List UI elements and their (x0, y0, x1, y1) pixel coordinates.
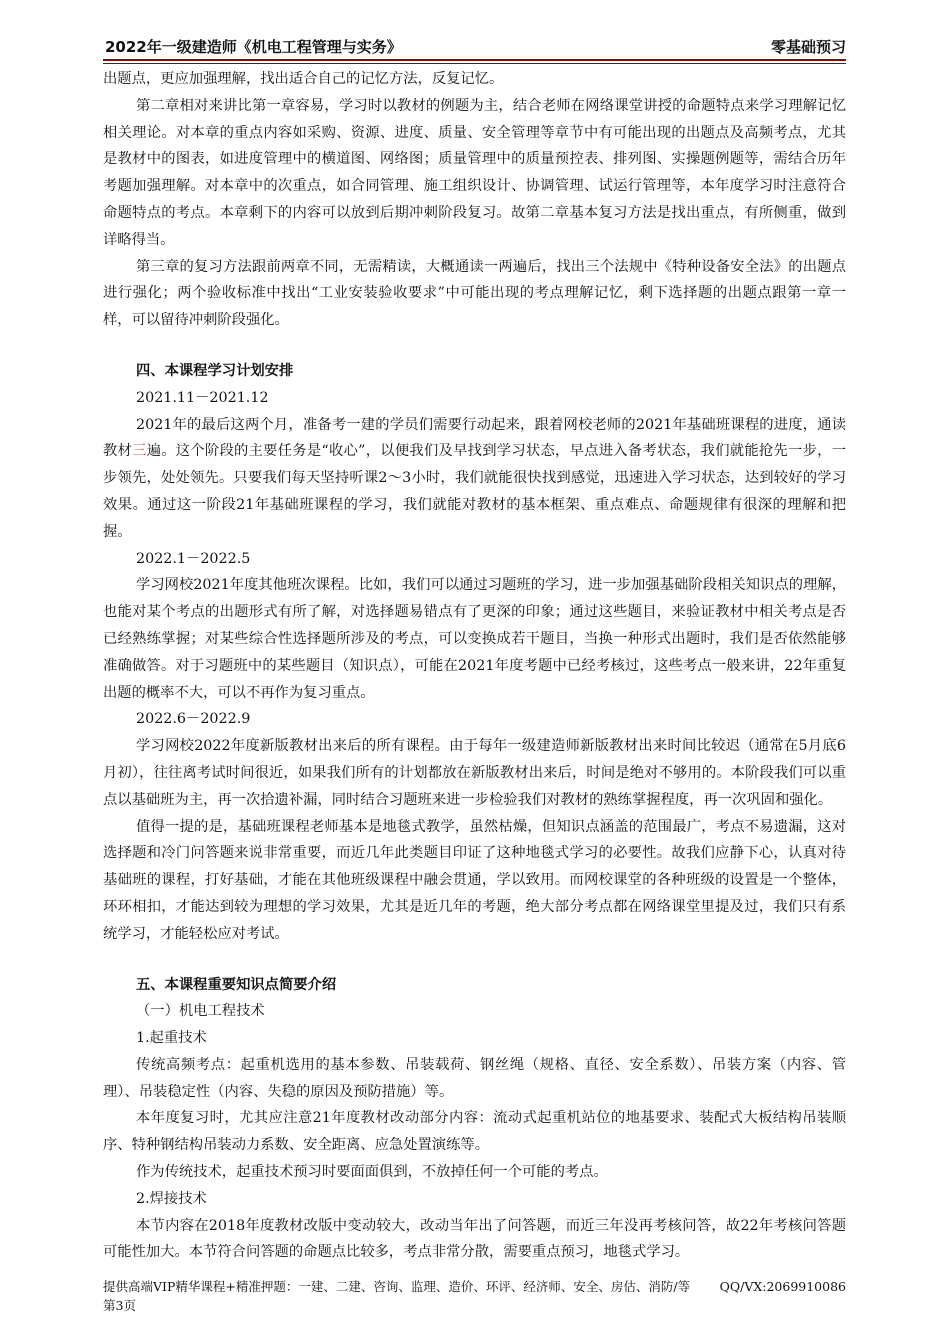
date-range: 2022.6－2022.9 (136, 711, 251, 728)
paragraph: 作为传统技术，起重技术预习时要面面俱到，不放掉任何一个可能的考点。 (136, 1164, 608, 1181)
document-body (103, 66, 846, 1266)
highlight-text: 三 (132, 443, 147, 460)
paragraph (103, 412, 846, 546)
date-range: 2022.1－2022.5 (136, 550, 251, 567)
item-heading: 2.焊接技术 (136, 1190, 207, 1207)
spacer (103, 948, 846, 972)
header-title: 2022年一级建造师《机电工程管理与实务》 (105, 38, 402, 56)
section-heading: 四、本课程学习计划安排 (136, 362, 294, 379)
item-heading: 1.起重技术 (136, 1030, 207, 1047)
paragraph: 本年度复习时，尤其应注意21年度教材改动部分内容：流动式起重机站位的地基要求、装配式大板结构吊装顺序、特种钢结构吊装动力系数、安全距离、应急处置演练等。 (103, 1110, 846, 1154)
paragraph: 第三章的复习方法跟前两章不同，无需精读，大概通读一两遍后，找出三个法规中《特种设备安全法》的出题点进行强化；两个验收标准中找出“工业安装验收要求”中可能出现的考点理解记忆，剩下选择题的出题点跟第一章一样，可以留待冲刺阶段强化。 (103, 258, 846, 329)
paragraph: 学习网校2021年度其他班次课程。比如，我们可以通过习题班的学习，进一步加强基础阶段相关知识点的理解，也能对某个考点的出题形式有所了解，对选择题易错点有了更深的印象；通过这些题目，来验证教材中相关考点是否已经熟练掌握；对某些综合性选择题所涉及的考点，可以变换成若干题目，当换一种形式出题时，我们是否依然能够准确做答。对于习题班中的某些题目（知识点），可能在2021年度考题中已经考核过，这些考点一般来讲，22年重复出题的概率不大，可以不再作为复习重点。 (103, 577, 846, 701)
text-run: 遍。这个阶段的主要任务是“收心”，以便我们及早找到学习状态，早点进入备考状态，我们就能抢先一步，一步领先，处处领先。只要我们每天坚持听课2～3小时，我们就能很快找到感觉，迅速进入学习状态，达到较好的学习效果。通过这一阶段21年基础班课程的学习，我们就能对教材的基本框架、重点难点、命题规律有很深的理解和把握。 (103, 443, 846, 540)
page-footer (103, 1277, 846, 1315)
section-heading: 五、本课程重要知识点简要介绍 (136, 976, 337, 993)
paragraph: 值得一提的是，基础班课程老师基本是地毯式教学，虽然枯燥，但知识点涵盖的范围最广，考点不易遗漏，这对选择题和冷门问答题来说非常重要，而近几年此类题目印证了这种地毯式学习的必要性。故我们应静下心，认真对待基础班的课程，打好基础，才能在其他班级课程中融会贯通，学以致用。而网校课堂的各种班级的设置是一个整体，环环相扣，才能达到较为理想的学习效果，尤其是近几年的考题，绝大部分考点都在网络课堂里提及过，我们只有系统学习，才能轻松应对考试。 (103, 818, 846, 942)
header-tag: 零基础预习 (770, 38, 846, 56)
footer-contact: QQ/VX:2069910086 (719, 1279, 846, 1294)
paragraph: 第二章相对来讲比第一章容易，学习时以教材的例题为主，结合老师在网络课堂讲授的命题特点来学习理解记忆相关理论。对本章的重点内容如采购、资源、进度、质量、安全管理等章节中有可能出现的出题点及高频考点，尤其是教材中的图表，如进度管理中的横道图、网络图；质量管理中的质量预控表、排列图、实操题例题等，需结合历年考题加强理解。对本章中的次重点，如合同管理、施工组织设计、协调管理、试运行管理等，本年度学习时注意符合命题特点的考点。本章剩下的内容可以放到后期冲刺阶段复习。故第二章基本复习方法是找出重点，有所侧重，做到详略得当。 (103, 97, 846, 248)
footer-ad-text: 提供高端VIP精华课程+精准押题：一建、二建、咨询、监理、造价、环评、经济师、安全、房估、消防/等 (103, 1279, 691, 1294)
paragraph: 出题点，更应加强理解，找出适合自己的记忆方法，反复记忆。 (103, 71, 504, 87)
subsection-heading: （一）机电工程技术 (136, 1003, 265, 1020)
paragraph: 本节内容在2018年度教材改版中变动较大，改动当年出了问答题，而近三年没再考核问答，故22年考核问答题可能性加大。本节符合问答题的命题点比较多，考点非常分散，需要重点预习，地毯式学习。 (103, 1217, 846, 1261)
header-rule-thin (103, 63, 846, 64)
header-rule-thick (103, 59, 846, 61)
paragraph: 传统高频考点：起重机选用的基本参数、吊装载荷、钢丝绳（规格、直径、安全系数）、吊装方案（内容、管理）、吊装稳定性（内容、失稳的原因及预防措施）等。 (103, 1056, 846, 1100)
spacer (103, 334, 846, 358)
text-run: 2021年的最后这两个月，准备考一建的学员们需要行动起来，跟着网校老师的2021年基础班课程的进度，通读教材 (103, 416, 846, 460)
page-header (103, 34, 846, 60)
date-range: 2021.11－2021.12 (136, 389, 269, 406)
page-number: 第3页 (103, 1298, 136, 1313)
paragraph: 学习网校2022年度新版教材出来后的所有课程。由于每年一级建造师新版教材出来时间比较迟（通常在5月底6月初），往往离考试时间很近，如果我们所有的计划都放在新版教材出来后，时间是绝对不够用的。本阶段我们可以重点以基础班为主，再一次拾遗补漏，同时结合习题班来进一步检验我们对教材的熟练掌握程度，再一次巩固和强化。 (103, 738, 846, 808)
